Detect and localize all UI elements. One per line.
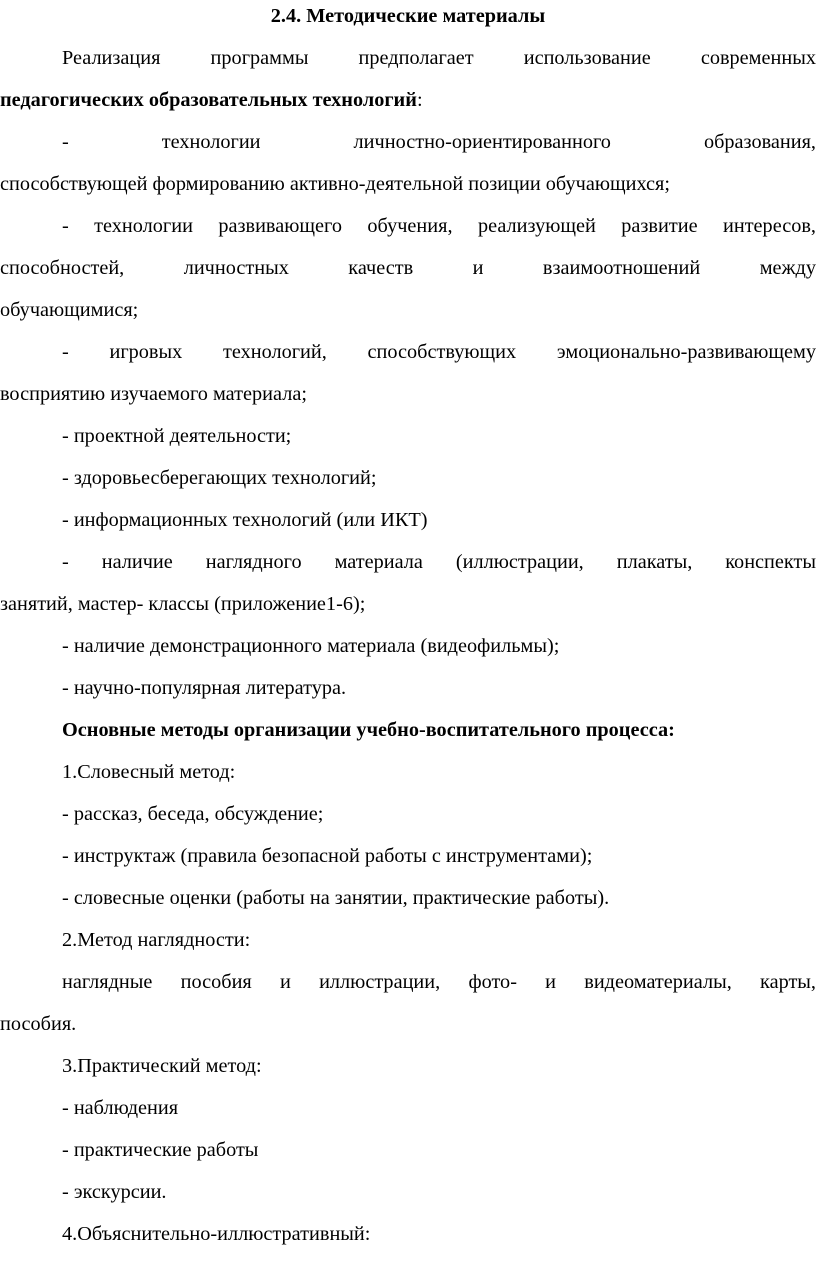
tech-4: - проектной деятельности; [62, 425, 292, 447]
tech-6: - информационных технологий (или ИКТ) [62, 509, 428, 531]
verbal-item: - словесные оценки (работы на занятии, практические работы). [62, 887, 610, 909]
verbal-method-title: 1.Словесный метод: [62, 761, 236, 783]
intro-colon: : [416, 89, 423, 111]
tech-2-line-3: обучающимися; [0, 299, 139, 321]
tech-7-line-1: - наличие наглядного материала (иллюстрации, плакаты, конспекты [62, 551, 816, 573]
verbal-item: - инструктаж (правила безопасной работы с инструментами); [62, 845, 593, 867]
tech-8: - наличие демонстрационного материала (видеофильмы); [62, 635, 560, 657]
tech-1-line-2: способствующей формированию активно-деятельной позиции обучающихся; [0, 173, 670, 195]
tech-7-line-2: занятий, мастер- классы (приложение1-6); [0, 593, 366, 615]
tech-2-line-2: способностей, личностных качеств и взаимоотношений между [0, 257, 816, 279]
tech-5: - здоровьесберегающих технологий; [62, 467, 377, 489]
tech-3-line-2: восприятию изучаемого материала; [0, 383, 307, 405]
intro-line-1: Реализация программы предполагает использование современных [62, 47, 816, 69]
tech-9: - научно-популярная литература. [62, 677, 347, 699]
practical-item: - экскурсии. [62, 1181, 167, 1203]
visual-line-2: пособия. [0, 1013, 77, 1035]
intro-bold-text: педагогических образовательных технологий [0, 89, 417, 111]
explanatory-method-title: 4.Объяснительно-иллюстративный: [62, 1223, 371, 1245]
tech-2-line-1: - технологии развивающего обучения, реализующей развитие интересов, [62, 215, 816, 237]
tech-1-line-1: - технологии личностно-ориентированного образования, [62, 131, 816, 153]
visual-line-1: наглядные пособия и иллюстрации, фото- и видеоматериалы, карты, [62, 971, 816, 993]
section-title: 2.4. Методические материалы [270, 5, 546, 27]
tech-3-line-1: - игровых технологий, способствующих эмоционально-развивающему [62, 341, 816, 363]
practical-item: - наблюдения [62, 1097, 179, 1119]
practical-method-title: 3.Практический метод: [62, 1055, 262, 1077]
methods-heading: Основные методы организации учебно-воспитательного процесса: [62, 719, 675, 741]
verbal-item: - рассказ, беседа, обсуждение; [62, 803, 324, 825]
intro-line-2 [0, 86, 816, 114]
visual-method-title: 2.Метод наглядности: [62, 929, 251, 951]
practical-item: - практические работы [62, 1139, 259, 1161]
